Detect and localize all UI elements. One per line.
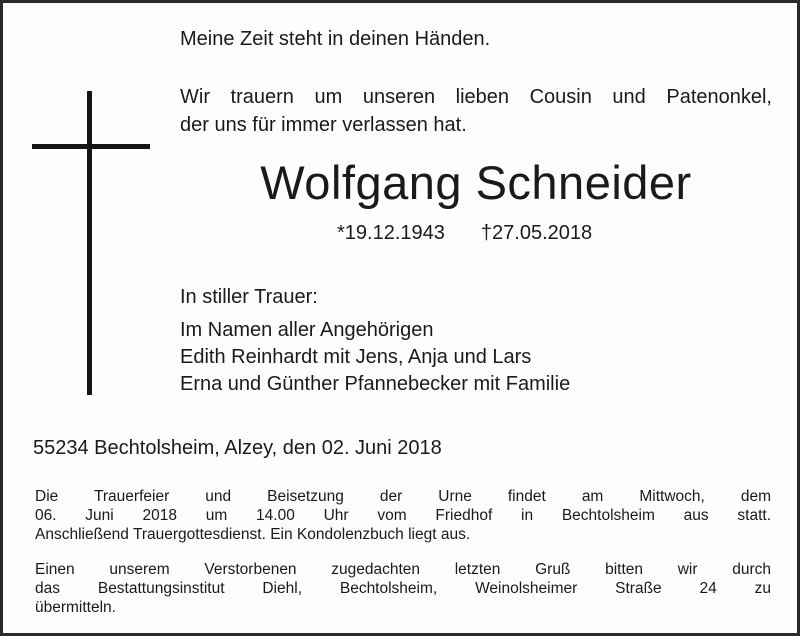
mourning-heading: In stiller Trauer: xyxy=(180,286,318,308)
motto: Meine Zeit steht in deinen Händen. xyxy=(180,28,491,50)
intro-line: der uns für immer verlassen hat. xyxy=(180,114,467,136)
place-and-date: 55234 Bechtolsheim, Alzey, den 02. Juni 2018 xyxy=(33,437,442,459)
paragraph-line: das Bestattungsinstitut Diehl, Bechtolsheim, Weinolsheimer Straße 24 zu xyxy=(35,580,771,597)
deceased-name: Wolfgang Schneider xyxy=(260,156,692,209)
intro-text xyxy=(180,83,772,139)
cross-horizontal-bar xyxy=(32,144,150,149)
mourner-line: Edith Reinhardt mit Jens, Anja und Lars xyxy=(180,346,532,368)
cross-vertical-bar xyxy=(87,91,92,395)
life-dates xyxy=(337,222,592,245)
paragraph-line: Die Trauerfeier und Beisetzung der Urne findet am Mittwoch, dem xyxy=(35,488,771,505)
condolence-info-paragraph xyxy=(35,560,771,617)
paragraph-line: 06. Juni 2018 um 14.00 Uhr vom Friedhof in Bechtolsheim aus statt. xyxy=(35,507,771,524)
intro-line: Wir trauern um unseren lieben Cousin und Patenonkel, xyxy=(180,86,772,108)
funeral-info-paragraph xyxy=(35,487,771,544)
paragraph-line: übermitteln. xyxy=(35,599,116,616)
birth-date: *19.12.1943 xyxy=(337,222,445,244)
mourners-list xyxy=(180,317,570,398)
paragraph-line: Anschließend Trauergottesdienst. Ein Kondolenzbuch liegt aus. xyxy=(35,526,471,543)
paragraph-line: Einen unserem Verstorbenen zugedachten letzten Gruß bitten wir durch xyxy=(35,561,771,578)
death-date: †27.05.2018 xyxy=(480,222,593,244)
mourner-line: Erna und Günther Pfannebecker mit Familie xyxy=(180,373,571,395)
mourner-line: Im Namen aller Angehörigen xyxy=(180,319,434,341)
